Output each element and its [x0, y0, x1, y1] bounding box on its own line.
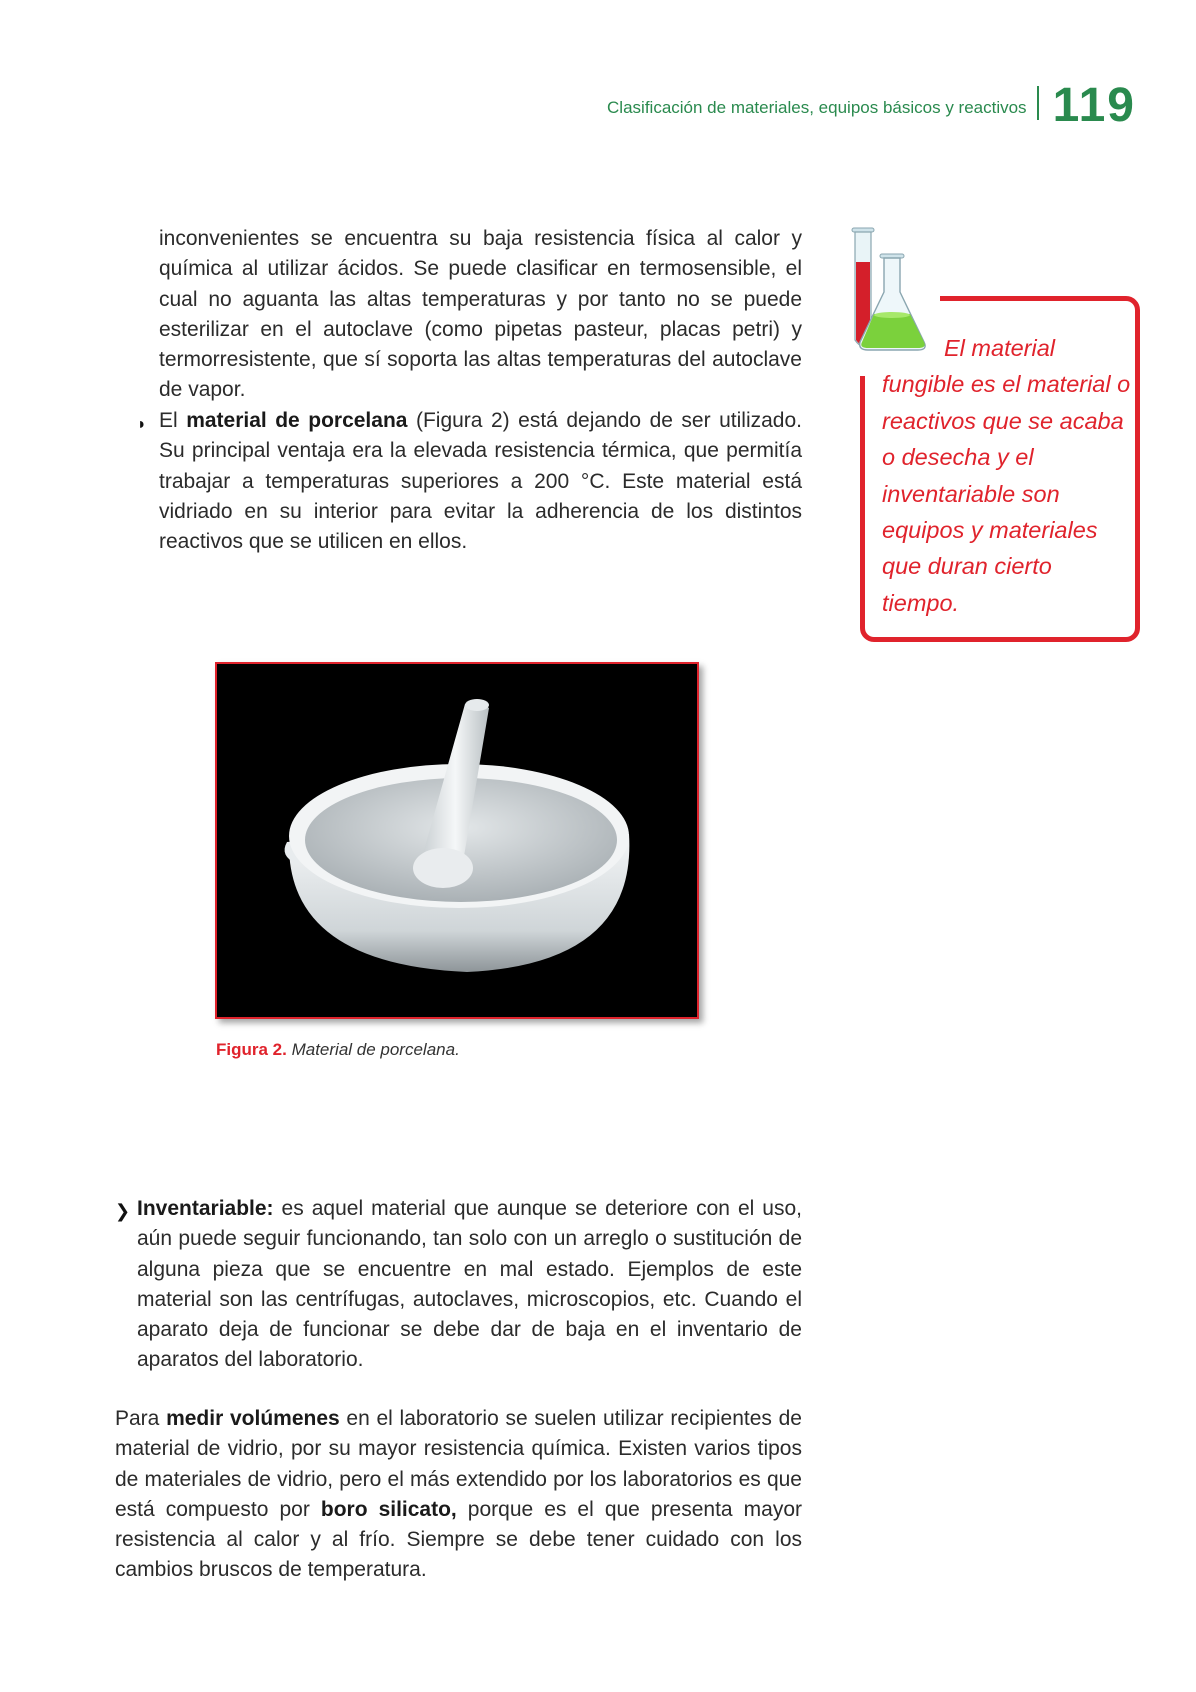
bullet-porcelana: [137, 406, 802, 557]
para-final-p1: Para: [115, 1407, 167, 1430]
para-final: [115, 1404, 802, 1586]
bullet-arrow-icon: ◗: [137, 416, 147, 433]
header-divider: [1037, 86, 1039, 120]
bullet-porcelana-pre: El: [159, 409, 187, 432]
figure-caption: [216, 1040, 460, 1060]
figure-mortar-photo: [215, 662, 699, 1019]
figure-label: Figura 2.: [216, 1040, 287, 1059]
side-note-body: El material fungible es el material o reactivos que se acaba o desecha y el inventariable son equipos y materiales que duran cierto tiempo.: [882, 335, 1131, 616]
header-title: Clasificación de materiales, equipos básicos y reactivos: [607, 98, 1027, 117]
para-top: inconvenientes se encuentra su baja resistencia física al calor y química al utilizar ácidos. Se puede clasificar en termosensible, el cual no aguanta las altas temperaturas y por tanto no se puede esterilizar en el autoclave (como pipetas pasteur, placas petri) y termorresistente, que sí soporta las altas temperaturas del autoclave de vapor.: [159, 227, 802, 402]
bullet-arrow-icon: ❯: [115, 1201, 131, 1221]
mortar-pestle-photo: [217, 664, 697, 1017]
side-note-text: [882, 330, 1132, 621]
bullet-inventariable: [115, 1194, 802, 1376]
figure-caption-text: Material de porcelana.: [286, 1040, 460, 1059]
para-final-b2: boro silicato,: [320, 1497, 457, 1521]
bullet-porcelana-post: (Figura 2) está dejando de ser utilizado. Su principal ventaja era la elevada resistencia térmica, que permitía trabajar a temperaturas superiores a 200 °C. Este material está vidriado en su interior para evitar la adherencia de los distintos reactivos que se utilicen en ellos.: [159, 409, 802, 554]
bullet-porcelana-bold: material de porcelana: [186, 409, 408, 432]
para-final-p2: en el laboratorio se suelen utilizar recipientes de material de vidrio, por su mayor resistencia química. Existen varios tipos de materiales de vidrio, pero el más extendido por los laboratorios es que está compuesto por: [115, 1407, 802, 1521]
running-header: [607, 79, 1136, 132]
bullet-inventariable-post: es aquel material que aunque se deteriore con el uso, aún puede seguir funcionando, tan solo con un arreglo o sustitución de alguna pieza que se encuentre en mal estado. Ejemplos de este material son las centrífugas, autoclaves, microscopios, etc. Cuando el aparato deja de funcionar se debe dar de baja en el inventario de aparatos del laboratorio.: [137, 1197, 802, 1372]
page-number: 119: [1052, 79, 1136, 132]
para-final-b1: medir volúmenes: [166, 1407, 340, 1430]
bullet-inventariable-bold: Inventariable:: [137, 1197, 274, 1220]
para-final-p3: porque es el que presenta mayor resistencia al calor y al frío. Siempre se debe tener cuidado con los cambios bruscos de temperatura.: [115, 1497, 802, 1582]
